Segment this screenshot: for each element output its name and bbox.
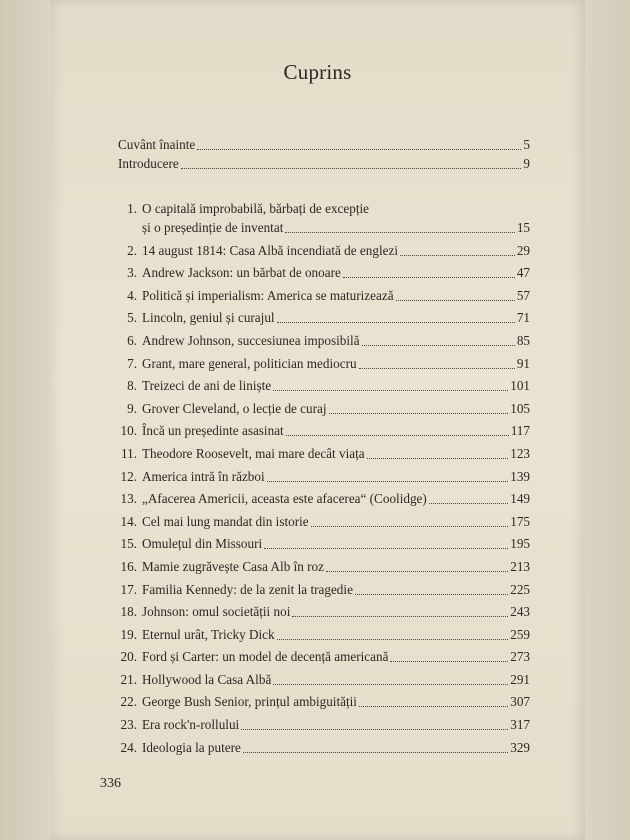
chapter-number: 16. [120, 558, 137, 574]
chapter-number: 20. [120, 649, 137, 665]
leader-dots [277, 638, 509, 640]
chapter-number: 12. [120, 468, 137, 484]
leader-dots [396, 299, 515, 301]
leader-dots [329, 412, 509, 414]
chapter-number: 1. [127, 201, 137, 216]
chapter-number: 14. [120, 513, 137, 529]
toc-entry-page: 149 [510, 491, 530, 507]
toc-entry-chapter [118, 598, 530, 621]
toc-entry-page: 101 [510, 378, 530, 394]
toc-entry-chapter [118, 710, 530, 733]
chapter-number: 24. [120, 739, 137, 755]
leader-dots [362, 344, 515, 346]
toc-entry-page: 243 [510, 604, 530, 620]
toc-entry-text: O capitală improbabilă, bărbați de excepție [142, 201, 370, 216]
toc-entry-chapter [118, 394, 530, 417]
chapter-number: 18. [120, 604, 137, 620]
toc-entry-chapter [118, 304, 530, 327]
toc-entry-text: Johnson: omul societății noi [142, 604, 291, 620]
toc-entry-page: 273 [510, 649, 530, 665]
toc-entry-introducere [118, 153, 530, 172]
toc-entry-text: Theodore Roosevelt, mai mare decât viața [142, 445, 365, 461]
toc-entry-text: America intră în război [142, 468, 265, 484]
chapter-number: 21. [120, 671, 137, 687]
toc-entry-text: Era rock'n-rollului [142, 717, 240, 733]
toc-entry-chapter [118, 281, 530, 304]
chapter-number: 7. [127, 355, 137, 371]
toc-entry-chapter [118, 417, 530, 440]
toc-entry-text: Grant, mare general, politician mediocru [142, 355, 357, 371]
toc-entry-chapter [118, 462, 530, 485]
toc-entry-text: George Bush Senior, prințul ambiguității [142, 694, 357, 710]
toc-entry-page: 5 [523, 137, 530, 152]
toc-entry-chapter [118, 733, 530, 756]
toc-entry-chapter [118, 688, 530, 711]
toc-entry-chapter [118, 575, 530, 598]
toc-entry-text: Omulețul din Missouri [142, 536, 263, 552]
leader-dots [273, 389, 508, 391]
toc-entry-page: 123 [510, 445, 530, 461]
toc-entry-chapter [118, 620, 530, 643]
toc-entry-page: 225 [510, 581, 530, 597]
toc-entry-text: Ford și Carter: un model de decență americană [142, 649, 389, 665]
toc-entry-page: 317 [510, 717, 530, 733]
toc-entry-page: 291 [510, 671, 530, 687]
leader-dots [326, 570, 508, 572]
toc-entry-chapter [118, 372, 530, 395]
toc-entry-text: Andrew Jackson: un bărbat de onoare [142, 265, 341, 281]
toc-entry-chapter [118, 439, 530, 462]
section-spacer [118, 172, 530, 198]
toc-entry-page: 29 [516, 242, 530, 258]
toc-entry-text: Eternul urât, Tricky Dick [142, 626, 275, 642]
toc-entry-chapter [118, 530, 530, 553]
toc-entry-page: 195 [510, 536, 530, 552]
toc-entry-chapter-1 [118, 198, 530, 236]
leader-dots [390, 660, 508, 662]
chapter-number: 11. [121, 445, 137, 461]
toc-entry-page: 307 [510, 694, 530, 710]
leader-dots [367, 457, 509, 459]
folio-page-number: 336 [100, 776, 121, 791]
leader-dots [267, 480, 509, 482]
leader-dots [181, 167, 522, 169]
toc-entry-text: 14 august 1814: Casa Albă incendiată de englezi [142, 242, 398, 258]
toc-entry-text: Mamie zugrăvește Casa Alb în roz [142, 558, 325, 574]
toc-entry-chapter [118, 643, 530, 666]
toc-entry-text: Cel mai lung mandat din istorie [142, 513, 309, 529]
chapter-number: 3. [127, 265, 137, 281]
leader-dots [359, 705, 508, 707]
toc-entry-chapter [118, 507, 530, 530]
toc-entry-text: Andrew Johnson, succesiunea imposibilă [142, 332, 360, 348]
leader-dots [243, 751, 508, 753]
toc-entry-page: 329 [510, 739, 530, 755]
chapter-number: 17. [120, 581, 137, 597]
toc-entry-page: 91 [516, 355, 530, 371]
toc-entry-page: 85 [516, 332, 530, 348]
chapter-number: 22. [120, 694, 137, 710]
toc-entry-chapter [118, 665, 530, 688]
chapter-list [118, 236, 530, 756]
toc-entry-text: Grover Cleveland, o lecție de curaj [142, 400, 327, 416]
toc-entry-page: 139 [510, 468, 530, 484]
toc-entry-page: 105 [510, 400, 530, 416]
leader-dots [292, 615, 508, 617]
chapter-number: 5. [127, 310, 137, 326]
leader-dots [286, 434, 509, 436]
book-page [50, 0, 585, 840]
leader-dots [343, 276, 515, 278]
toc-entry-chapter [118, 349, 530, 372]
toc-entry-chapter [118, 236, 530, 259]
toc-entry-chapter [118, 552, 530, 575]
toc-entry-line-1 [118, 198, 530, 217]
toc-entry-page: 71 [516, 310, 530, 326]
leader-dots [273, 683, 508, 685]
leader-dots [355, 593, 508, 595]
chapter-number: 15. [120, 536, 137, 552]
toc-entry-line-2 [118, 217, 530, 236]
toc-entry-page: 57 [516, 287, 530, 303]
toc-entry-page: 259 [510, 626, 530, 642]
chapter-number: 8. [127, 378, 137, 394]
leader-dots [400, 254, 515, 256]
toc-entry-text: „Afacerea Americii, aceasta este afacerea“ (Coolidge) [142, 491, 427, 507]
chapter-number: 23. [120, 717, 137, 733]
chapter-number: 13. [120, 491, 137, 507]
toc-entry-text: Hollywood la Casa Albă [142, 671, 272, 687]
toc-entry-text: Cuvânt înainte [118, 137, 196, 152]
toc-entry-chapter [118, 259, 530, 282]
toc-entry-text: Familia Kennedy: de la zenit la tragedie [142, 581, 353, 597]
toc-entry-text: Politică și imperialism: America se maturizează [142, 287, 394, 303]
toc-entry-chapter [118, 485, 530, 508]
toc-entry-page: 213 [510, 558, 530, 574]
toc-entry-page: 47 [516, 265, 530, 281]
leader-dots [241, 728, 508, 730]
chapter-number: 6. [127, 332, 137, 348]
leader-dots [359, 367, 515, 369]
table-of-contents [118, 134, 530, 756]
toc-entry-text: Ideologia la putere [142, 739, 241, 755]
chapter-number: 19. [120, 626, 137, 642]
toc-entry-text-continued: și o președinție de inventat [142, 220, 284, 235]
toc-entry-page: 15 [516, 220, 530, 235]
chapter-number: 2. [127, 242, 137, 258]
leader-dots [264, 547, 508, 549]
chapter-number: 4. [127, 287, 137, 303]
chapter-number: 9. [127, 400, 137, 416]
toc-entry-page: 175 [510, 513, 530, 529]
toc-entry-text: Încă un președinte asasinat [142, 423, 284, 439]
page-title: Cuprins [283, 60, 352, 84]
toc-entry-text: Lincoln, geniul și curajul [142, 310, 275, 326]
toc-entry-page: 9 [523, 156, 530, 171]
toc-entry-chapter [118, 326, 530, 349]
leader-dots [277, 321, 515, 323]
leader-dots [285, 231, 514, 233]
toc-entry-text: Treizeci de ani de liniște [142, 378, 272, 394]
toc-entry-text: Introducere [118, 156, 179, 171]
leader-dots [197, 148, 521, 150]
leader-dots [311, 525, 509, 527]
leader-dots [429, 502, 508, 504]
toc-entry-cuvant-inainte [118, 134, 530, 153]
chapter-number: 10. [120, 423, 137, 439]
toc-entry-page: 117 [510, 423, 530, 439]
